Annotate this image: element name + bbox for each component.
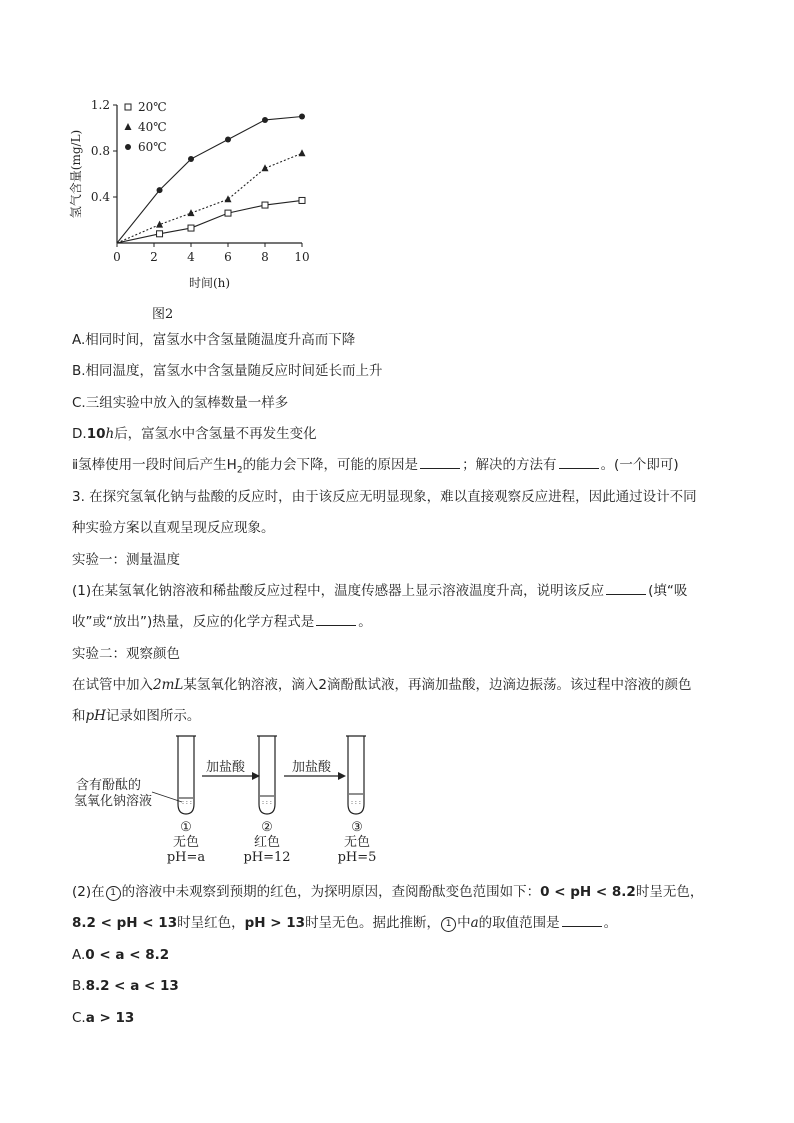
- tube-3-color: 无色: [343, 835, 370, 850]
- tube-1-color: 无色: [172, 835, 199, 850]
- series-line-2: [117, 117, 302, 244]
- option-d-num: 10: [86, 426, 106, 442]
- x-tick-label: 4: [187, 250, 195, 264]
- data-point: [299, 114, 305, 120]
- question-ii-part4: 。(一个即可): [600, 457, 679, 473]
- question-2-line2: [72, 913, 617, 933]
- tube-3-caption: [334, 820, 380, 865]
- option-c[interactable]: C.三组实验中放入的氢棒数量一样多: [72, 395, 289, 411]
- q2-a1: (2)在: [72, 884, 105, 900]
- legend-marker-0: [125, 104, 131, 110]
- y-axis-label: 氢气含量(mg/L): [69, 129, 83, 219]
- circled-number-1: 1: [106, 886, 121, 901]
- q1-text-b: (填“吸: [648, 583, 688, 599]
- option-a[interactable]: A.相同时间，富氢水中含氢量随温度升高而下降: [72, 332, 356, 348]
- question-3-line1: 3. 在探究氢氧化钠与盐酸的反应时，由于该反应无明显现象，难以直接观察反应进程，因此通过设计不同: [72, 489, 697, 505]
- tube-2-num: ②: [261, 820, 273, 835]
- question-3-line2: 种实验方案以直观呈现反应现象。: [72, 520, 275, 536]
- test-tube-1: [176, 736, 196, 814]
- choice-c-letter: C.: [72, 1010, 86, 1026]
- question-ii-part1: ⅱ氢棒使用一段时间后产生H: [72, 457, 237, 473]
- q2-b8: 。: [603, 915, 618, 931]
- q2-a4: 时呈无色，: [635, 884, 704, 900]
- option-d-unit: h: [105, 426, 115, 442]
- arrow-2-label: 加盐酸: [292, 760, 332, 775]
- tube-side-label-2: 氢氧化钠溶液: [74, 794, 153, 809]
- tube-2-color: 红色: [253, 835, 280, 850]
- q2-b7: 的取值范围是: [478, 915, 560, 931]
- question-2-line1: [72, 882, 703, 902]
- q2-range-1: 0 < pH < 8.2: [540, 884, 636, 900]
- data-point: [225, 195, 232, 202]
- data-point: [157, 231, 163, 237]
- q2-var-a: a: [470, 915, 479, 931]
- data-point: [225, 210, 231, 216]
- data-point: [262, 117, 268, 123]
- series-line-0: [117, 200, 302, 243]
- experiment-2-line2: [72, 706, 200, 726]
- question-ii-sub: 2: [236, 465, 243, 476]
- experiment-1-q1-line2: [72, 612, 372, 632]
- q2-b2: 时呈红色，: [177, 915, 245, 931]
- q2-range-2: 8.2 < pH < 13: [72, 915, 178, 931]
- legend-marker-1: [125, 123, 132, 130]
- y-tick-label: 0.4: [90, 190, 110, 204]
- series-line-1: [117, 153, 302, 243]
- experiment-1-title: 实验一：测量温度: [72, 552, 180, 568]
- x-tick-label: 10: [294, 250, 310, 264]
- answer-blank[interactable]: [420, 455, 460, 469]
- choice-c-expr: a > 13: [85, 1010, 135, 1026]
- svg-text:: : :: : : :: [182, 799, 192, 806]
- legend-label-0: 20℃: [138, 100, 167, 114]
- experiment-1-q1-line1: [72, 581, 687, 601]
- test-tubes-figure: [72, 730, 392, 872]
- q2-b4: 时呈无色。据此推断，: [305, 915, 441, 931]
- answer-blank[interactable]: [562, 913, 602, 927]
- legend-label-2: 60℃: [138, 140, 167, 154]
- exp2-text-d: 记录如图所示。: [105, 708, 201, 724]
- q1-text-a: (1)在某氢氧化钠溶液和稀盐酸反应过程中，温度传感器上显示溶液温度升高，说明该反应: [72, 583, 605, 599]
- answer-blank[interactable]: [559, 455, 599, 469]
- option-d-rest: 后，富氢水中含氢量不再发生变化: [114, 426, 317, 442]
- exp2-text-a: 在试管中加入: [72, 677, 153, 693]
- choice-a[interactable]: [72, 945, 169, 965]
- exp2-volume: 2mL: [153, 677, 184, 693]
- q2-b5: 中: [457, 915, 471, 931]
- tube-side-label-1: 含有酚酞的: [76, 778, 142, 793]
- q1-text-d: 。: [358, 614, 372, 630]
- exp2-text-c: 和: [72, 708, 86, 724]
- data-point: [188, 225, 194, 231]
- x-tick-label: 0: [113, 250, 121, 264]
- circled-number-1b: 1: [441, 917, 456, 932]
- choice-b-expr: 8.2 < a < 13: [85, 978, 179, 994]
- data-point: [299, 197, 305, 203]
- legend-marker-2: [125, 144, 131, 150]
- y-tick-label: 1.2: [90, 98, 110, 112]
- data-point: [188, 156, 194, 162]
- x-tick-label: 2: [150, 250, 158, 264]
- option-d[interactable]: [72, 424, 317, 444]
- tube-1-ph: pH=a: [166, 850, 206, 865]
- exp2-text-b: 某氢氧化钠溶液，滴入2滴酚酞试液，再滴加盐酸，边滴边振荡。该过程中溶液的颜色: [183, 677, 692, 693]
- tube-2-caption: [242, 820, 292, 865]
- question-ii: [72, 455, 679, 481]
- svg-text:: : :: : : :: [351, 799, 361, 806]
- x-tick-label: 6: [224, 250, 232, 264]
- q1-text-c: 收”或“放出”)热量，反应的化学方程式是: [72, 614, 315, 630]
- data-point: [299, 149, 306, 156]
- tube-3-ph: pH=5: [337, 850, 377, 865]
- test-tube-3: [346, 736, 366, 814]
- q2-range-3: pH > 13: [244, 915, 306, 931]
- x-axis-label: 时间(h): [188, 276, 231, 290]
- answer-blank[interactable]: [316, 612, 356, 626]
- choice-c[interactable]: [72, 1008, 134, 1028]
- tube-1-caption: [166, 820, 206, 865]
- data-point: [188, 209, 195, 216]
- chart-caption: 图2: [152, 307, 174, 322]
- chart-svg: [60, 92, 340, 302]
- option-b[interactable]: B.相同温度，富氢水中含氢量随反应时间延长而上升: [72, 363, 383, 379]
- tube-1-num: ①: [180, 820, 192, 835]
- x-tick-label: 8: [261, 250, 269, 264]
- choice-b-letter: B.: [72, 978, 86, 994]
- choice-b[interactable]: [72, 976, 179, 996]
- data-point: [262, 164, 269, 171]
- choice-a-letter: A.: [72, 947, 86, 963]
- y-tick-label: 0.8: [90, 144, 110, 158]
- test-tube-2: [257, 736, 277, 814]
- svg-text:: : :: : : :: [262, 799, 272, 806]
- question-ii-part2: 的能力会下降，可能的原因是: [242, 457, 419, 473]
- tube-2-ph: pH=12: [243, 850, 291, 865]
- choice-a-expr: 0 < a < 8.2: [85, 947, 170, 963]
- q2-a2: 的溶液中未观察到预期的红色，为探明原因，查阅酚酞变色范围如下：: [121, 884, 541, 900]
- hydrogen-chart: [60, 92, 340, 302]
- question-ii-part3: ；解决的方法有: [462, 457, 557, 473]
- answer-blank[interactable]: [606, 581, 646, 595]
- data-point: [157, 187, 163, 193]
- arrow-1-label: 加盐酸: [206, 760, 246, 775]
- legend-label-1: 40℃: [138, 120, 167, 134]
- data-point: [262, 202, 268, 208]
- experiment-2-line1: [72, 675, 691, 695]
- data-point: [225, 137, 231, 143]
- exp2-ph: pH: [85, 708, 106, 724]
- option-d-prefix: D.: [72, 426, 87, 442]
- tube-3-num: ③: [351, 820, 363, 835]
- experiment-2-title: 实验二：观察颜色: [72, 646, 180, 662]
